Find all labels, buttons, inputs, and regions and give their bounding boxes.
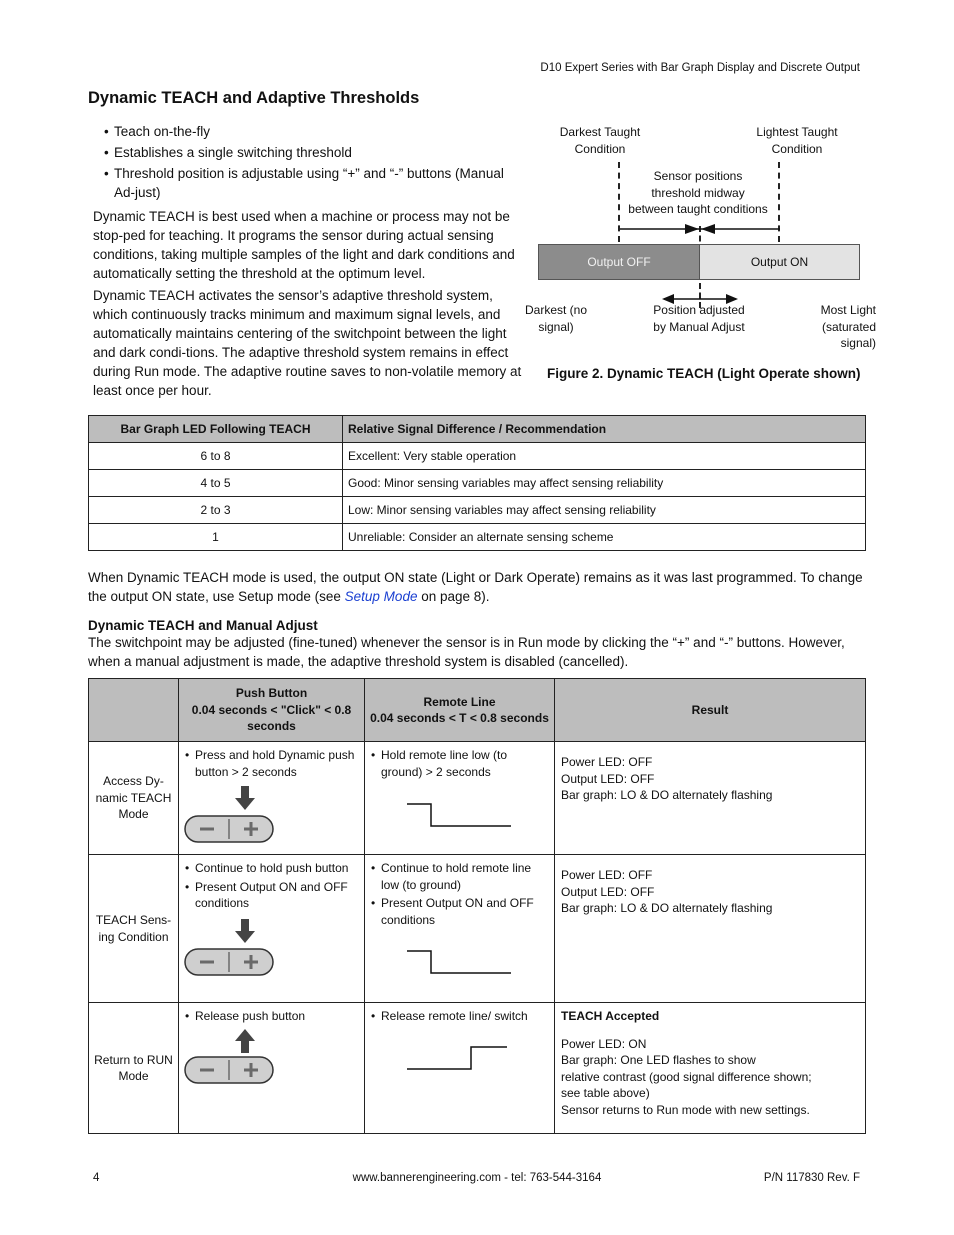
list-item: • Threshold position is adjustable using “+” and “-” buttons (Manual Ad-just)	[104, 164, 524, 202]
output-off-bar: Output OFF	[538, 244, 700, 280]
output-note	[88, 568, 868, 606]
feature-list	[104, 122, 524, 204]
table-row	[89, 855, 866, 1003]
paragraph-adaptive: Dynamic TEACH activates the sensor’s adaptive threshold system, which continuously tracks minimum and maximum signal levels, and automatically maintains centering of the switchpoint between the light and dark condi-tions. The adaptive threshold system remains in effect during Run mode. The adaptive routine saves to non-volatile memory at least once per hour.	[93, 288, 522, 398]
push-button-header-title: Push Button	[235, 686, 308, 701]
step-label: Return to RUN Mode	[89, 1003, 179, 1134]
darkest-label: Darkest (no signal)	[524, 303, 588, 334]
recommendation-cell: Low: Minor sensing variables may affect sensing reliability	[343, 497, 866, 524]
table-row	[89, 742, 866, 855]
push-button-cell	[179, 742, 365, 855]
result-cell	[555, 742, 866, 855]
recommendation-cell: Excellent: Very stable operation	[343, 443, 866, 470]
push-button-header	[179, 679, 365, 742]
running-header: D10 Expert Series with Bar Graph Display and Discrete Output	[540, 62, 860, 74]
remote-signal-low-waveform	[405, 800, 515, 830]
section-title: Dynamic TEACH and Adaptive Thresholds	[88, 89, 420, 107]
result-header: Result	[555, 679, 866, 742]
step-label: Access Dy-namic TEACH Mode	[89, 742, 179, 855]
result-line: Output LED: OFF	[561, 771, 655, 786]
result-line: Power LED: ON	[561, 1036, 647, 1051]
result-line: Power LED: OFF	[561, 868, 653, 882]
manual-adjust-title: Dynamic TEACH and Manual Adjust	[88, 618, 318, 633]
lightest-taught-label: Lightest Taught Condition	[756, 125, 838, 156]
list-item: • Establishes a single switching threshold	[104, 143, 524, 162]
remote-line-cell	[365, 742, 555, 855]
push-button-cell	[179, 1003, 365, 1134]
output-note-text-end: on page 8).	[417, 589, 490, 604]
remote-signal-low-waveform	[405, 947, 515, 977]
result-line: Output LED: OFF	[561, 884, 655, 899]
sensor-positions-label: Sensor positions threshold midway between taught conditions	[628, 169, 768, 216]
table-row	[89, 497, 866, 524]
bar-graph-table	[88, 415, 866, 551]
table-row	[89, 470, 866, 497]
manual-adjust-text: The switchpoint may be adjusted (fine-tuned) whenever the sensor is in Run mode by clicking the “+” and “-” buttons. However, when a manual adjustment is made, the adaptive threshold system is disabled (cancelled).	[88, 635, 845, 669]
part-number: P/N 117830 Rev. F	[763, 1172, 860, 1184]
teach-procedure-table	[88, 678, 866, 1134]
remote-line-cell	[365, 1003, 555, 1134]
position-label: Position adjusted by Manual Adjust	[653, 303, 745, 334]
step-label: TEACH Sens-ing Condition	[89, 855, 179, 1003]
result-line: Power LED: OFF	[561, 755, 653, 769]
result-line: Bar graph: LO & DO alternately flashing	[561, 788, 773, 802]
figure-caption: Figure 2. Dynamic TEACH (Light Operate shown)	[547, 366, 861, 381]
list-item: • Teach on-the-fly	[104, 122, 524, 141]
push-button-header-timing: 0.04 seconds < "Click" < 0.8 seconds	[191, 702, 352, 734]
result-cell	[555, 1003, 866, 1134]
list-item: • Continue to hold remote line low (to ground)	[371, 860, 548, 893]
table-header-row	[89, 416, 866, 443]
column-header: Relative Signal Difference / Recommendation	[343, 416, 866, 443]
result-line: see table above)	[561, 1086, 650, 1100]
list-item: • Continue to hold push button	[185, 860, 358, 877]
push-button-pressed-graphic	[183, 784, 275, 846]
remote-line-header-title: Remote Line	[423, 694, 496, 709]
output-note-text: When Dynamic TEACH mode is used, the output ON state (Light or Dark Operate) remains as it was last programmed. To change the output ON state, use Setup mode (see	[88, 570, 863, 604]
double-arrow-top	[615, 222, 785, 236]
remote-line-header-timing: 0.04 seconds < T < 0.8 seconds	[370, 711, 549, 725]
list-item: • Release remote line/ switch	[371, 1008, 548, 1025]
column-header: Bar Graph LED Following TEACH	[89, 416, 343, 443]
result-cell	[555, 855, 866, 1003]
led-count-cell: 1	[89, 524, 343, 551]
darkest-taught-label: Darkest Taught Condition	[559, 125, 641, 156]
recommendation-cell: Unreliable: Consider an alternate sensing scheme	[343, 524, 866, 551]
led-count-cell: 4 to 5	[89, 470, 343, 497]
push-button-cell	[179, 855, 365, 1003]
blank-header	[89, 679, 179, 742]
page-number: 4	[93, 1172, 100, 1184]
table-row	[89, 524, 866, 551]
push-button-released-graphic	[183, 1025, 275, 1087]
most-light-label: Most Light (saturated signal)	[820, 303, 876, 350]
recommendation-cell: Good: Minor sensing variables may affect sensing reliability	[343, 470, 866, 497]
list-item: • Press and hold Dynamic push button > 2 seconds	[185, 747, 358, 780]
list-item: • Present Output ON and OFF conditions	[185, 879, 358, 912]
push-button-pressed-graphic	[183, 917, 275, 979]
list-item: • Present Output ON and OFF conditions	[371, 895, 548, 928]
result-line: Bar graph: One LED flashes to show	[561, 1053, 756, 1067]
list-item: • Hold remote line low (to ground) > 2 seconds	[371, 747, 548, 780]
table-row	[89, 443, 866, 470]
led-count-cell: 2 to 3	[89, 497, 343, 524]
table-header-row	[89, 679, 866, 742]
remote-line-cell	[365, 855, 555, 1003]
remote-line-header	[365, 679, 555, 742]
paragraph-intro: Dynamic TEACH is best used when a machine or process may not be stop-ped for teaching. It programs the sensor during actual sensing conditions, taking multiple samples of the light and dark conditions and automatically setting the threshold at the optimum level.	[93, 209, 515, 281]
led-count-cell: 6 to 8	[89, 443, 343, 470]
result-line: relative contrast (good signal difference shown;	[561, 1069, 812, 1084]
teach-accepted-label: TEACH Accepted	[561, 1009, 660, 1023]
list-item: • Release push button	[185, 1008, 358, 1025]
result-line: Sensor returns to Run mode with new settings.	[561, 1102, 810, 1117]
output-on-bar: Output ON	[700, 244, 860, 280]
result-line: Bar graph: LO & DO alternately flashing	[561, 901, 773, 915]
remote-signal-release-waveform	[405, 1043, 515, 1073]
table-row	[89, 1003, 866, 1134]
setup-mode-link[interactable]: Setup Mode	[344, 589, 418, 604]
footer-contact: www.bannerengineering.com - tel: 763-544-3164	[352, 1172, 602, 1184]
